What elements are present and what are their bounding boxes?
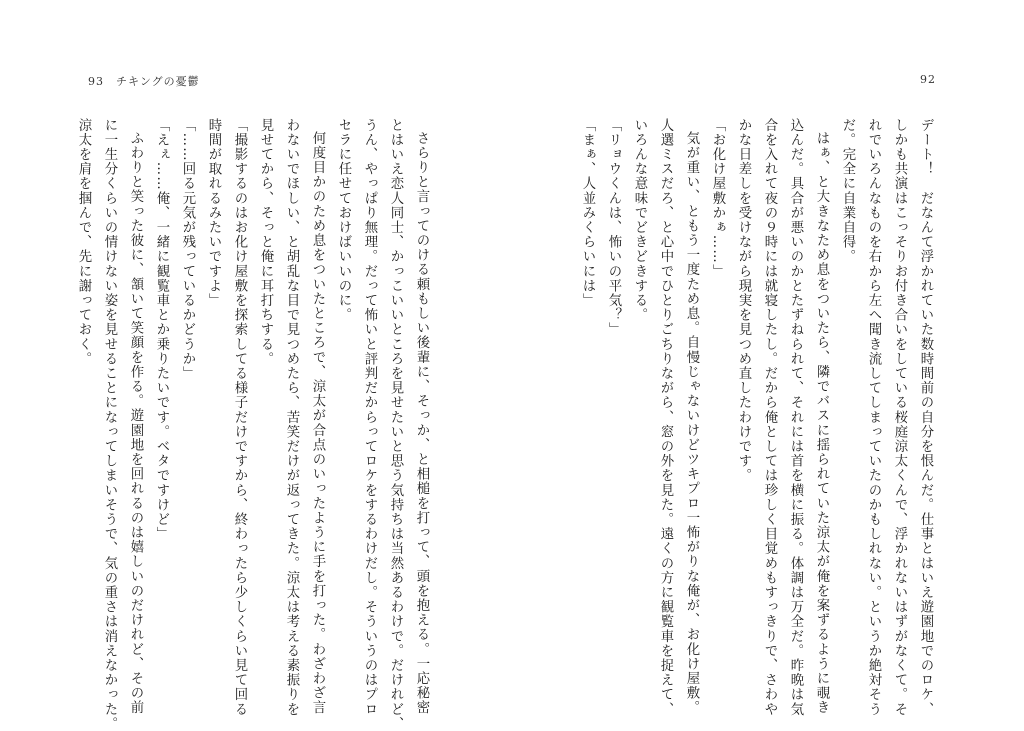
text-line: とはいえ恋人同士、かっこいいところを見せたいと思う気持ちは当然あるわけで。だけれど、 bbox=[388, 118, 403, 731]
text-line: 「まぁ、人並みくらいには」 bbox=[580, 118, 595, 308]
text-line: いろんな意味でどきどきする。 bbox=[632, 118, 647, 323]
text-line: 込んだ。具合が悪いのかとたずねられて、それには首を横に振る。体調は万全だ。昨晩は気 bbox=[788, 118, 803, 717]
left-page-header bbox=[88, 73, 200, 89]
text-line: に一生分くらいの情けない姿を見せることになってしまいそうで、気の重さは消えなかった。 bbox=[102, 118, 117, 731]
text-line: 「……回る元気が残っているかどうか」 bbox=[180, 118, 195, 381]
text-line: れでいろんなものを右から左へ聞き流してしまっていたのかもしれない。というか絶対そう bbox=[866, 118, 881, 717]
text-line: 涼太を肩を掴んで、先に謝っておく。 bbox=[76, 118, 91, 367]
text-line: 何度目かのため息をついたところで、涼太が合点のいったように手を打った。わざわざ言 bbox=[310, 131, 325, 716]
right-page-body bbox=[580, 118, 938, 717]
text-line: 人選ミスだろ、と心中でひとりごちりながら、窓の外を見た。遠くの方に観覧車を捉えて、 bbox=[658, 118, 673, 717]
running-title: チキングの憂鬱 bbox=[116, 75, 200, 88]
text-line: はぁ、と大きなため息をついたら、隣でバスに揺られていた涼太が俺を案ずるように覗き bbox=[814, 131, 829, 716]
text-line: さらりと言ってのける頼もしい後輩に、そっか、と相槌を打って、頭を抱える。一応秘密 bbox=[414, 131, 429, 716]
text-line: かな日差しを受けながら現実を見つめ直したわけです。 bbox=[736, 118, 751, 483]
left-page-number: 93 bbox=[88, 75, 104, 88]
right-page-number: 92 bbox=[920, 73, 936, 86]
text-line: だ。完全に自業自得。 bbox=[840, 118, 855, 264]
text-line: わないでほしい、と胡乱な目で見つめたら、苦笑だけが返ってきた。涼太は考える素振りを bbox=[284, 118, 299, 717]
text-line: しかも共演はこっそりお付き合いをしている桜庭涼太くんで、浮かれないはずがなくて。そ bbox=[892, 118, 907, 717]
text-line: 「リョウくんは、怖いの平気？」 bbox=[606, 118, 621, 337]
text-line: 時間が取れるみたいですよ」 bbox=[206, 118, 221, 308]
text-line: セラに任せておけばいいのに。 bbox=[336, 118, 351, 323]
left-page-body bbox=[76, 118, 434, 731]
text-line: 気が重い、ともう一度ため息。自慢じゃないけどツキプロ一怖がりな俺が、お化け屋敷。 bbox=[684, 131, 699, 716]
text-line: 「えぇ……俺、一緒に観覧車とか乗りたいです。ベタですけど」 bbox=[154, 118, 169, 542]
text-line: 「撮影するのはお化け屋敷を探索してる様子だけですから、終わったら少しくらい見て回る bbox=[232, 118, 247, 717]
text-line: デート！ だなんて浮かれていた数時間前の自分を恨んだ。仕事とはいえ遊園地でのロケ、 bbox=[918, 118, 933, 717]
text-line: 見せてから、そっと俺に耳打ちする。 bbox=[258, 118, 273, 367]
text-line: ふわりと笑った彼に、頷いて笑顔を作る。遊園地を回れるのは嬉しいのだけれど、その前 bbox=[128, 131, 143, 716]
text-line: うん、やっぱり無理。だって怖いと評判だからってロケをするわけだし。そういうのはプロ bbox=[362, 118, 377, 717]
text-line: 合を入れて夜の９時には就寝したし。だから俺としては珍しく目覚めもすっきりで、さわや bbox=[762, 118, 777, 717]
text-line: 「お化け屋敷かぁ……」 bbox=[710, 118, 725, 279]
